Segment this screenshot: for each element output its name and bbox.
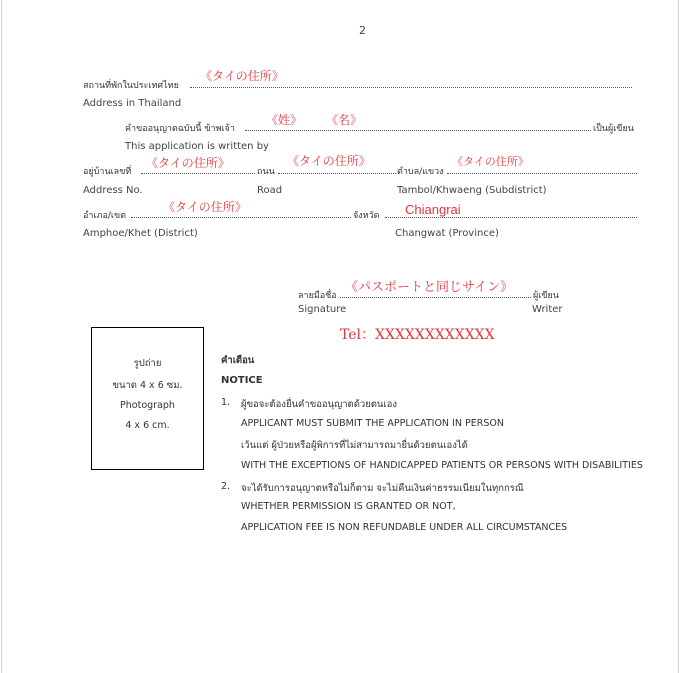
amphoe-value: 《タイの住所》	[163, 200, 247, 214]
photo-box	[91, 327, 204, 470]
surname-value: 《姓》	[266, 113, 303, 127]
english-label-address-no: Address No.	[83, 185, 143, 196]
notice-item-1-thai-exception: เว้นแต่ ผู้ป่วยหรือผู้พิการที่ไม่สามารถมายื่นด้วยตนเองได้	[241, 440, 468, 451]
tel-value: Tel：XXXXXXXXXXXX	[340, 327, 495, 343]
english-label-changwat: Changwat (Province)	[395, 228, 499, 239]
thai-label-road: ถนน	[257, 167, 275, 177]
thai-label-signature: ลายมือชื่อ	[298, 291, 337, 301]
english-label-address-thailand: Address in Thailand	[83, 98, 182, 109]
photo-size-thai: ขนาด 4 x 6 ซม.	[112, 380, 183, 391]
english-label-written-by: This application is written by	[125, 141, 269, 152]
notice-item-2-number: 2.	[221, 481, 231, 492]
address-thailand-value: 《タイの住所》	[200, 69, 284, 83]
english-label-tambol: Tambol/Khwaeng (Subdistrict)	[397, 185, 547, 196]
fill-line-address-no	[141, 173, 255, 174]
notice-item-2-english: WHETHER PERMISSION IS GRANTED OR NOT,	[241, 501, 456, 512]
address-no-value: 《タイの住所》	[146, 156, 230, 170]
english-label-road: Road	[257, 185, 283, 196]
thai-suffix-writer: เป็นผู้เขียน	[593, 124, 634, 134]
fill-line-address-thailand	[190, 87, 632, 88]
english-label-amphoe: Amphoe/Khet (District)	[83, 228, 198, 239]
photo-label-english: Photograph	[120, 400, 175, 411]
fill-line-signature	[340, 297, 531, 298]
thai-label-amphoe: อำเภอ/เขต	[83, 211, 126, 221]
photo-label-thai: รูปถ่าย	[133, 358, 162, 369]
notice-item-1-thai: ผู้ขอจะต้องยื่นคำขออนุญาตด้วยตนเอง	[241, 399, 398, 410]
photo-size-english: 4 x 6 cm.	[125, 420, 170, 431]
english-label-writer: Writer	[532, 304, 563, 315]
notice-title-thai: คำเตือน	[221, 355, 255, 366]
thai-label-address-thailand: สถานที่พักในประเทศไทย	[83, 81, 179, 91]
english-label-signature: Signature	[298, 304, 347, 315]
fill-line-road	[278, 173, 396, 174]
changwat-value: Chiangrai	[405, 202, 461, 217]
fill-line-amphoe	[131, 217, 351, 218]
notice-item-2-thai: จะได้รับการอนุญาตหรือไม่ก็ตาม จะไม่คืนเงินค่าธรรมเนียมในทุกกรณี	[241, 483, 524, 494]
page-number: 2	[359, 24, 366, 37]
fill-line-tambol	[447, 173, 637, 174]
fill-line-changwat	[385, 217, 637, 218]
signature-value: 《パスポートと同じサイン》	[345, 280, 514, 295]
notice-item-2-english-fee: APPLICATION FEE IS NON REFUNDABLE UNDER ALL CIRCUMSTANCES	[241, 522, 568, 533]
thai-label-writer: ผู้เขียน	[533, 291, 559, 301]
notice-item-1-number: 1.	[221, 397, 231, 408]
tambol-value: 《タイの住所》	[452, 155, 529, 168]
notice-item-1-english: APPLICANT MUST SUBMIT THE APPLICATION IN PERSON	[241, 418, 504, 429]
notice-title: NOTICE	[221, 375, 263, 386]
thai-label-written-by: คำขออนุญาตฉบับนี้ ข้าพเจ้า	[125, 124, 235, 134]
fill-line-written-by	[245, 130, 591, 131]
road-value: 《タイの住所》	[287, 154, 371, 168]
notice-item-1-english-exception: WITH THE EXCEPTIONS OF HANDICAPPED PATIENTS OR PERSONS WITH DISABILITIES	[241, 460, 643, 471]
thai-label-address-no: อยู่บ้านเลขที่	[83, 167, 132, 177]
thai-label-changwat: จังหวัด	[353, 211, 380, 221]
given-name-value: 《名》	[326, 113, 363, 127]
thai-label-tambol: ตำบล/แขวง	[397, 167, 444, 177]
